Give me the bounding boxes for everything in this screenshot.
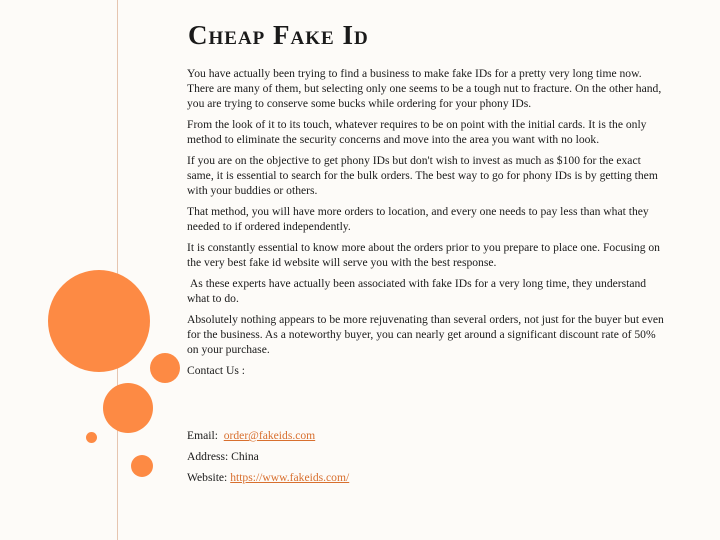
medium-orange-circle	[103, 383, 153, 433]
tiny-orange-circle	[86, 432, 97, 443]
vertical-divider	[117, 0, 118, 540]
paragraph: Absolutely nothing appears to be more rejuvenating than several orders, not just for the buyer but even for the business. As a noteworthy buyer, you can nearly get around a significant discount rate of 50% on your purchase.	[187, 313, 664, 356]
paragraph: If you are on the objective to get phony IDs but don't wish to invest as much as $100 for the exact same, it is essential to search for the bulk orders. The best way to go for phony IDs is by getting them with your buddies or others.	[187, 154, 658, 197]
paragraph: From the look of it to its touch, whatever requires to be on point with the initial cards. It is the only method to eliminate the security concerns and move into the area you want with no look.	[187, 118, 647, 146]
small-orange-circle	[150, 353, 180, 383]
email-label: Email:	[187, 429, 221, 442]
paragraph: You have actually been trying to find a business to make fake IDs for a pretty very long time now. There are many of them, but selecting only one seems to be a tough nut to fracture. On the other hand, you are trying to conserve some bucks while ordering for your phony IDs.	[187, 67, 662, 110]
email-line	[187, 428, 669, 443]
contact-heading: Contact Us :	[187, 364, 245, 377]
large-orange-circle	[48, 270, 150, 372]
address-line	[187, 449, 669, 464]
address-label: Address:	[187, 450, 232, 463]
website-link[interactable]: https://www.fakeids.com/	[230, 471, 350, 484]
paragraph: That method, you will have more orders to location, and every one needs to pay less than what they needed to if ordered independently.	[187, 205, 649, 233]
spacer	[187, 384, 669, 428]
body-text	[187, 66, 669, 491]
website-line	[187, 470, 669, 485]
email-link[interactable]: order@fakeids.com	[223, 429, 316, 442]
website-label: Website:	[187, 471, 231, 484]
paragraph: It is constantly essential to know more about the orders prior to you prepare to place one. Focusing on the very best fake id website will serve you with the best response.	[187, 241, 660, 269]
paragraph: As these experts have actually been associated with fake IDs for a very long time, they understand what to do.	[187, 277, 649, 305]
small-bottom-orange-circle	[131, 455, 153, 477]
page-title: Cheap Fake Id	[188, 20, 369, 50]
address-value: China	[231, 450, 259, 463]
